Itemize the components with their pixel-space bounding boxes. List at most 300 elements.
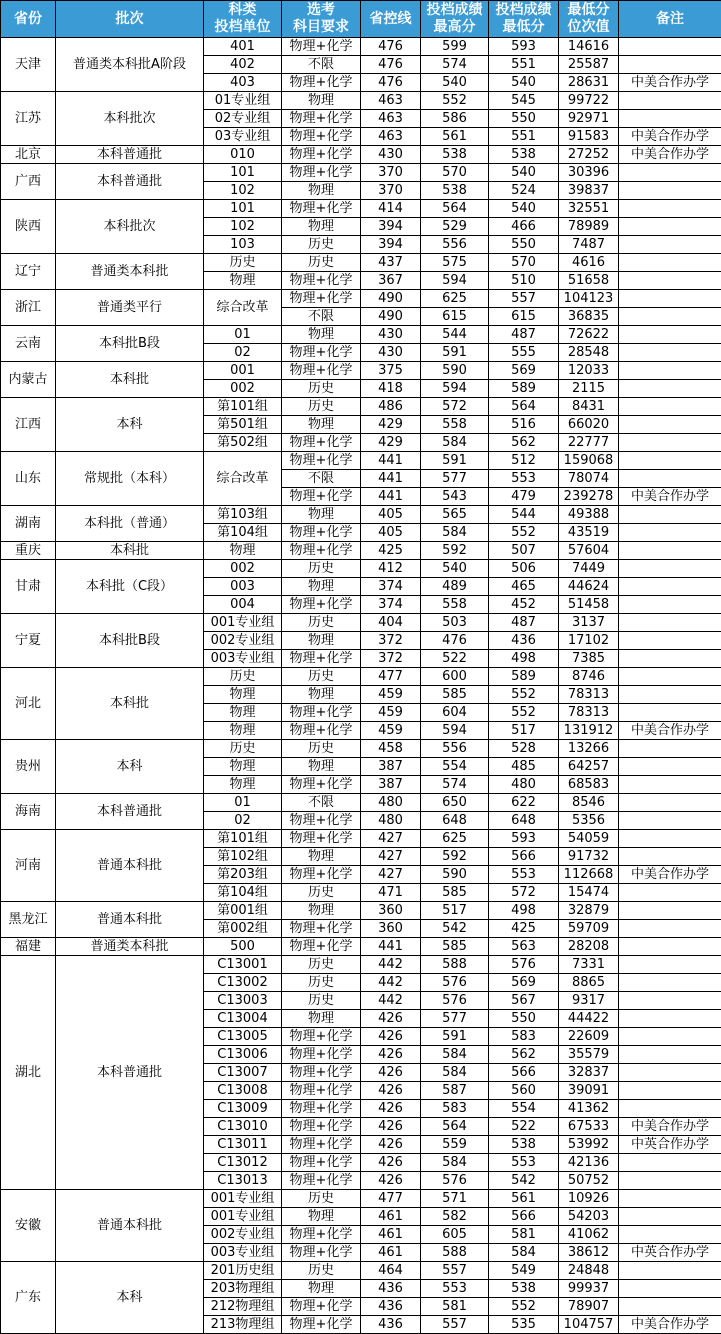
subject-cell: 物理+化学 [282,1298,361,1316]
batch-cell: 本科普通批 [56,164,204,200]
unit-cell: 第502组 [204,434,282,452]
note-cell [619,902,721,920]
control-line-cell: 441 [361,470,421,488]
header-min-line2: 最低分 [503,19,545,35]
note-cell: 中英合作办学 [619,1244,721,1262]
rank-cell: 32837 [559,1064,619,1082]
min-score-cell: 498 [489,902,559,920]
note-cell [619,1010,721,1028]
unit-cell: 第103组 [204,506,282,524]
rank-cell: 59709 [559,920,619,938]
province-cell: 黑龙江 [1,902,56,938]
control-line-cell: 405 [361,524,421,542]
control-line-cell: 436 [361,1280,421,1298]
max-score-cell: 553 [421,1280,489,1298]
min-score-cell: 522 [489,1118,559,1136]
min-score-cell: 507 [489,542,559,560]
batch-cell: 普通类平行 [56,290,204,326]
province-cell: 山东 [1,452,56,506]
max-score-cell: 594 [421,272,489,290]
table-row [1,560,721,578]
subject-cell: 物理+化学 [282,920,361,938]
subject-cell: 物理+化学 [282,1136,361,1154]
control-line-cell: 427 [361,830,421,848]
subject-cell: 物理+化学 [282,1244,361,1262]
control-line-cell: 461 [361,1226,421,1244]
rank-cell: 28208 [559,938,619,956]
rank-cell: 5356 [559,812,619,830]
subject-cell: 物理 [282,1208,361,1226]
min-score-cell: 583 [489,1028,559,1046]
rank-cell: 104757 [559,1316,619,1334]
rank-cell: 39091 [559,1082,619,1100]
rank-cell: 78313 [559,686,619,704]
rank-cell: 9317 [559,992,619,1010]
min-score-cell: 544 [489,506,559,524]
control-line-cell: 430 [361,344,421,362]
max-score-cell: 588 [421,956,489,974]
min-score-cell: 570 [489,254,559,272]
rank-cell: 32879 [559,902,619,920]
unit-cell: 02专业组 [204,110,282,128]
unit-cell: 002 [204,380,282,398]
header-max-line2: 最高分 [434,19,476,35]
rank-cell: 91732 [559,848,619,866]
max-score-cell: 590 [421,866,489,884]
control-line-cell: 471 [361,884,421,902]
rank-cell: 67533 [559,1118,619,1136]
rank-cell: 78313 [559,704,619,722]
control-line-cell: 375 [361,362,421,380]
note-cell [619,830,721,848]
table-row [1,362,721,380]
min-score-cell: 561 [489,1190,559,1208]
min-score-cell: 540 [489,74,559,92]
max-score-cell: 559 [421,1136,489,1154]
rank-cell: 50752 [559,1172,619,1190]
min-score-cell: 540 [489,164,559,182]
batch-cell: 本科批次 [56,200,204,254]
rank-cell: 2115 [559,380,619,398]
unit-cell: 第104组 [204,524,282,542]
table-body [1,38,721,1334]
note-cell [619,254,721,272]
batch-cell: 普通类本科批A阶段 [56,38,204,92]
note-cell [619,596,721,614]
header-min [489,1,559,38]
min-score-cell: 566 [489,1064,559,1082]
subject-cell: 物理 [282,218,361,236]
max-score-cell: 575 [421,254,489,272]
subject-cell: 历史 [282,254,361,272]
unit-cell: 102 [204,218,282,236]
max-score-cell: 590 [421,362,489,380]
max-score-cell: 558 [421,596,489,614]
min-score-cell: 557 [489,290,559,308]
unit-cell: C13003 [204,992,282,1010]
control-line-cell: 426 [361,1028,421,1046]
rank-cell: 99937 [559,1280,619,1298]
note-cell: 中美合作办学 [619,1118,721,1136]
province-cell: 甘肃 [1,560,56,614]
subject-cell: 物理+化学 [282,272,361,290]
subject-cell: 历史 [282,974,361,992]
note-cell [619,1064,721,1082]
table-row [1,938,721,956]
control-line-cell: 404 [361,614,421,632]
rank-cell: 8431 [559,398,619,416]
batch-cell: 普通本科批 [56,1190,204,1262]
min-score-cell: 542 [489,1172,559,1190]
province-cell: 河南 [1,830,56,902]
note-cell [619,1280,721,1298]
province-cell: 广西 [1,164,56,200]
min-score-cell: 436 [489,632,559,650]
max-score-cell: 540 [421,560,489,578]
note-cell [619,1028,721,1046]
unit-cell: 历史 [204,740,282,758]
province-cell: 贵州 [1,740,56,794]
max-score-cell: 584 [421,1046,489,1064]
control-line-cell: 476 [361,74,421,92]
rank-cell: 12033 [559,362,619,380]
unit-cell: C13010 [204,1118,282,1136]
note-cell [619,1226,721,1244]
min-score-cell: 567 [489,992,559,1010]
subject-cell: 历史 [282,992,361,1010]
batch-cell: 本科批（普通） [56,506,204,542]
unit-cell: C13001 [204,956,282,974]
subject-cell: 物理+化学 [282,1064,361,1082]
rank-cell: 38612 [559,1244,619,1262]
subject-cell: 物理+化学 [282,776,361,794]
subject-cell: 历史 [282,614,361,632]
note-cell [619,1262,721,1280]
control-line-cell: 441 [361,452,421,470]
rank-cell: 4616 [559,254,619,272]
unit-cell: 001 [204,362,282,380]
max-score-cell: 625 [421,830,489,848]
batch-cell: 本科批（C段） [56,560,204,614]
header-row [1,1,721,38]
max-score-cell: 574 [421,56,489,74]
max-score-cell: 557 [421,1316,489,1334]
unit-cell: 002专业组 [204,1226,282,1244]
subject-cell: 物理+化学 [282,542,361,560]
subject-cell: 物理+化学 [282,596,361,614]
unit-cell: 003专业组 [204,1244,282,1262]
min-score-cell: 498 [489,650,559,668]
unit-cell: 403 [204,74,282,92]
min-score-cell: 466 [489,218,559,236]
province-cell: 福建 [1,938,56,956]
control-line-cell: 370 [361,182,421,200]
rank-cell: 27252 [559,146,619,164]
min-score-cell: 465 [489,578,559,596]
control-line-cell: 463 [361,110,421,128]
table-row [1,740,721,758]
subject-cell: 历史 [282,560,361,578]
min-score-cell: 551 [489,56,559,74]
control-line-cell: 387 [361,776,421,794]
note-cell [619,542,721,560]
control-line-cell: 441 [361,488,421,506]
rank-cell: 57604 [559,542,619,560]
min-score-cell: 485 [489,758,559,776]
unit-cell: C13007 [204,1064,282,1082]
control-line-cell: 437 [361,254,421,272]
header-control: 省控线 [361,1,421,38]
rank-cell: 49388 [559,506,619,524]
batch-cell: 本科普通批 [56,146,204,164]
control-line-cell: 430 [361,326,421,344]
note-cell [619,884,721,902]
subject-cell: 物理 [282,758,361,776]
note-cell [619,272,721,290]
note-cell [619,398,721,416]
max-score-cell: 605 [421,1226,489,1244]
subject-cell: 物理+化学 [282,524,361,542]
rank-cell: 14616 [559,38,619,56]
rank-cell: 28548 [559,344,619,362]
min-score-cell: 510 [489,272,559,290]
header-batch: 批次 [56,1,204,38]
min-score-cell: 538 [489,146,559,164]
min-score-cell: 550 [489,110,559,128]
rank-cell: 22609 [559,1028,619,1046]
max-score-cell: 615 [421,308,489,326]
subject-cell: 物理+化学 [282,1082,361,1100]
control-line-cell: 442 [361,956,421,974]
min-score-cell: 512 [489,452,559,470]
unit-cell: 第203组 [204,866,282,884]
batch-cell: 普通本科批 [56,830,204,902]
unit-cell: 第002组 [204,920,282,938]
subject-cell: 物理+化学 [282,1118,361,1136]
max-score-cell: 585 [421,938,489,956]
min-score-cell: 572 [489,884,559,902]
control-line-cell: 480 [361,794,421,812]
province-cell: 天津 [1,38,56,92]
subject-cell: 历史 [282,380,361,398]
note-cell: 中美合作办学 [619,722,721,740]
unit-cell: 203物理组 [204,1280,282,1298]
rank-cell: 92971 [559,110,619,128]
batch-cell: 本科批 [56,542,204,560]
table-row [1,506,721,524]
control-line-cell: 461 [361,1208,421,1226]
note-cell [619,740,721,758]
note-cell [619,1190,721,1208]
rank-cell: 15474 [559,884,619,902]
header-max [421,1,489,38]
unit-cell: 402 [204,56,282,74]
note-cell [619,938,721,956]
min-score-cell: 554 [489,1100,559,1118]
max-score-cell: 591 [421,344,489,362]
note-cell [619,110,721,128]
subject-cell: 物理 [282,506,361,524]
control-line-cell: 429 [361,416,421,434]
max-score-cell: 582 [421,1208,489,1226]
rank-cell: 68583 [559,776,619,794]
unit-cell: 物理 [204,272,282,290]
unit-cell: C13006 [204,1046,282,1064]
min-score-cell: 584 [489,1244,559,1262]
max-score-cell: 585 [421,884,489,902]
table-row [1,794,721,812]
note-cell [619,308,721,326]
max-score-cell: 576 [421,1172,489,1190]
max-score-cell: 572 [421,398,489,416]
min-score-cell: 615 [489,308,559,326]
province-cell: 江苏 [1,92,56,146]
rank-cell: 64257 [559,758,619,776]
max-score-cell: 576 [421,992,489,1010]
rank-cell: 44422 [559,1010,619,1028]
max-score-cell: 591 [421,1028,489,1046]
note-cell [619,560,721,578]
unit-cell: 第001组 [204,902,282,920]
rank-cell: 78989 [559,218,619,236]
subject-cell: 不限 [282,56,361,74]
control-line-cell: 418 [361,380,421,398]
note-cell [619,506,721,524]
province-cell: 重庆 [1,542,56,560]
control-line-cell: 476 [361,56,421,74]
control-line-cell: 426 [361,1100,421,1118]
max-score-cell: 584 [421,434,489,452]
province-cell: 浙江 [1,290,56,326]
note-cell [619,794,721,812]
subject-cell: 物理+化学 [282,344,361,362]
rank-cell: 7449 [559,560,619,578]
note-cell [619,992,721,1010]
rank-cell: 44624 [559,578,619,596]
max-score-cell: 587 [421,1082,489,1100]
min-score-cell: 552 [489,704,559,722]
subject-cell: 物理 [282,182,361,200]
header-max-line1: 投档成绩 [427,2,483,18]
min-score-cell: 550 [489,236,559,254]
table-row [1,326,721,344]
max-score-cell: 583 [421,1100,489,1118]
max-score-cell: 586 [421,110,489,128]
min-score-cell: 487 [489,326,559,344]
note-cell: 中美合作办学 [619,146,721,164]
note-cell [619,650,721,668]
subject-cell: 物理 [282,632,361,650]
max-score-cell: 591 [421,452,489,470]
table-row [1,668,721,686]
min-score-cell: 550 [489,1010,559,1028]
rank-cell: 28631 [559,74,619,92]
header-subject [282,1,361,38]
note-cell [619,614,721,632]
control-line-cell: 405 [361,506,421,524]
province-cell: 江西 [1,398,56,452]
subject-cell: 物理 [282,686,361,704]
note-cell: 中英合作办学 [619,1136,721,1154]
header-note: 备注 [619,1,721,38]
control-line-cell: 486 [361,398,421,416]
rank-cell: 7385 [559,650,619,668]
control-line-cell: 459 [361,722,421,740]
control-line-cell: 426 [361,1136,421,1154]
control-line-cell: 427 [361,866,421,884]
control-line-cell: 387 [361,758,421,776]
subject-cell: 物理+化学 [282,146,361,164]
batch-cell: 本科 [56,740,204,794]
max-score-cell: 588 [421,1244,489,1262]
max-score-cell: 564 [421,1118,489,1136]
rank-cell: 7487 [559,236,619,254]
rank-cell: 104123 [559,290,619,308]
note-cell [619,956,721,974]
subject-cell: 物理+化学 [282,1226,361,1244]
unit-cell: 001专业组 [204,1208,282,1226]
table-row [1,164,721,182]
max-score-cell: 565 [421,506,489,524]
rank-cell: 54203 [559,1208,619,1226]
control-line-cell: 442 [361,974,421,992]
rank-cell: 30396 [559,164,619,182]
max-score-cell: 538 [421,182,489,200]
unit-cell: C13004 [204,1010,282,1028]
min-score-cell: 545 [489,92,559,110]
table-row [1,200,721,218]
min-score-cell: 581 [489,1226,559,1244]
note-cell [619,1046,721,1064]
control-line-cell: 442 [361,992,421,1010]
note-cell [619,236,721,254]
control-line-cell: 367 [361,272,421,290]
min-score-cell: 555 [489,344,559,362]
header-rank-line2: 位次值 [568,19,610,35]
subject-cell: 物理 [282,416,361,434]
subject-cell: 物理+化学 [282,38,361,56]
rank-cell: 51658 [559,272,619,290]
note-cell [619,1082,721,1100]
subject-cell: 物理+化学 [282,650,361,668]
unit-cell: 212物理组 [204,1298,282,1316]
note-cell [619,38,721,56]
subject-cell: 物理+化学 [282,74,361,92]
batch-cell: 本科普通批 [56,956,204,1190]
header-unit-line2: 投档单位 [215,19,271,35]
province-cell: 海南 [1,794,56,830]
min-score-cell: 569 [489,362,559,380]
note-cell [619,920,721,938]
subject-cell: 物理+化学 [282,290,361,308]
min-score-cell: 535 [489,1316,559,1334]
max-score-cell: 577 [421,470,489,488]
unit-cell: 历史 [204,668,282,686]
subject-cell: 物理+化学 [282,830,361,848]
max-score-cell: 584 [421,1064,489,1082]
subject-cell: 历史 [282,1190,361,1208]
rank-cell: 32551 [559,200,619,218]
unit-cell: 401 [204,38,282,56]
min-score-cell: 562 [489,1046,559,1064]
rank-cell: 66020 [559,416,619,434]
subject-cell: 物理+化学 [282,1172,361,1190]
rank-cell: 112668 [559,866,619,884]
unit-cell: 第101组 [204,830,282,848]
control-line-cell: 463 [361,92,421,110]
control-line-cell: 477 [361,668,421,686]
min-score-cell: 576 [489,956,559,974]
